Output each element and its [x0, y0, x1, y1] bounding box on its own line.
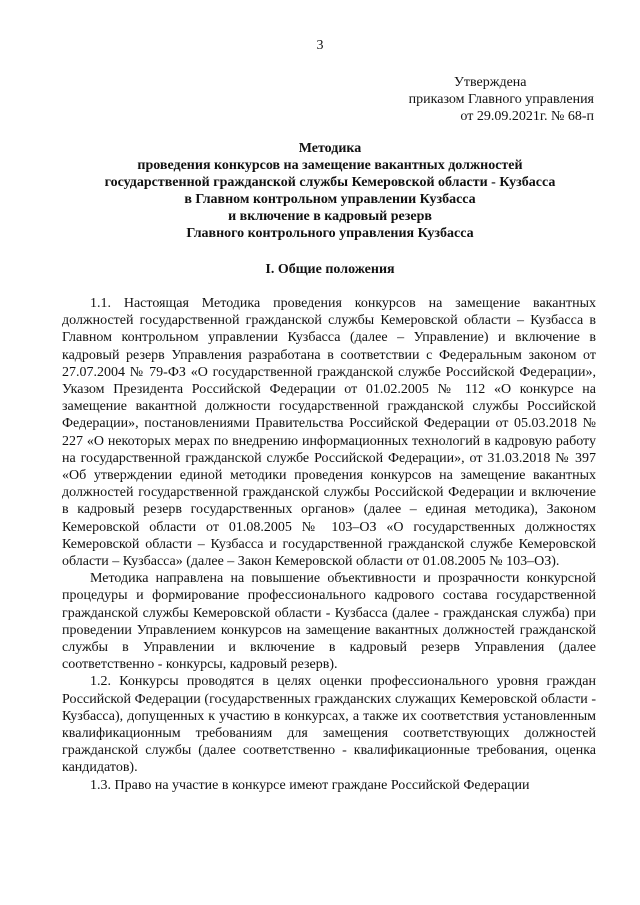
document-title: [60, 140, 600, 242]
paragraph-1-3: 1.3. Право на участие в конкурсе имеют граждане Российской Федерации: [90, 777, 530, 793]
approval-line-2: приказом Главного управления: [408, 92, 594, 107]
title-line-4: в Главном контрольном управлении Кузбасса: [184, 192, 476, 207]
title-line-3: государственной гражданской службы Кемеровской области - Кузбасса: [104, 175, 556, 190]
title-line-1: Методика: [298, 141, 362, 156]
section-heading: I. Общие положения: [265, 262, 395, 277]
paragraph-methodology: Методика направлена на повышение объективности и прозрачности конкурсной процедуры и формирование профессионального кадрового состава государственной гражданской службы Кемеровской области - Кузбасса (далее - гражданская служба) при проведении Управлением конкурсов на замещение вакантных должностей гражданской службы в Управлении и включение в кадровый резерв Управления (далее соответственно - конкурсы, кадровый резерв).: [62, 571, 596, 673]
paragraph-1-1: 1.1. Настоящая Методика проведения конкурсов на замещение вакантных должностей государственной гражданской службы Кемеровской области – Кузбасса в Главном контрольном управлении Кузбасса (далее – Управление) и включение в кадровый резерв Управления разработана в соответствии с Федеральным законом от 27.07.2004 № 79-ФЗ «О государственной гражданской службе Российской Федерации», Указом Президента Российской Федерации от 01.02.2005 № 112 «О конкурсе на замещение вакантной должности государственной гражданской службы Российской Федерации», постановлениями Правительства Российской Федерации от 05.03.2018 № 227 «О некоторых мерах по внедрению информационных технологий в кадровую работу на государственной гражданской службе Российской Федерации», от 31.03.2018 № 397 «Об утверждении единой методики проведения конкурсов на замещение вакантных должностей государственной гражданской службы Российской Федерации и включение в кадровый резерв государственных органов» (далее – единая методика), Законом Кемеровской области от 01.08.2005 № 103–ОЗ «О государственных должностях Кемеровской области – Кузбасса и государственной гражданской службе Кемеровской области – Кузбасса» (далее – Закон Кемеровской области от 01.08.2005 № 103–ОЗ).: [62, 296, 596, 570]
body-text: [62, 295, 596, 794]
title-line-2: проведения конкурсов на замещение вакантных должностей: [137, 158, 523, 173]
approval-block: [384, 74, 594, 125]
title-line-5: и включение в кадровый резерв: [228, 209, 432, 224]
approval-line-3: от 29.09.2021г. № 68-п: [460, 109, 594, 124]
page-number: 3: [316, 38, 324, 53]
approval-line-1: Утверждена: [454, 75, 527, 90]
paragraph-1-2: 1.2. Конкурсы проводятся в целях оценки профессионального уровня граждан Российской Федерации (государственных гражданских служащих Кемеровской области - Кузбасса), допущенных к участию в конкурсах, а также их соответствия установленным квалификационным требованиям для замещения соответствующих должностей гражданской службы (далее соответственно - квалификационные требования, оценка кандидатов).: [62, 674, 596, 776]
title-line-6: Главного контрольного управления Кузбасса: [186, 226, 474, 241]
